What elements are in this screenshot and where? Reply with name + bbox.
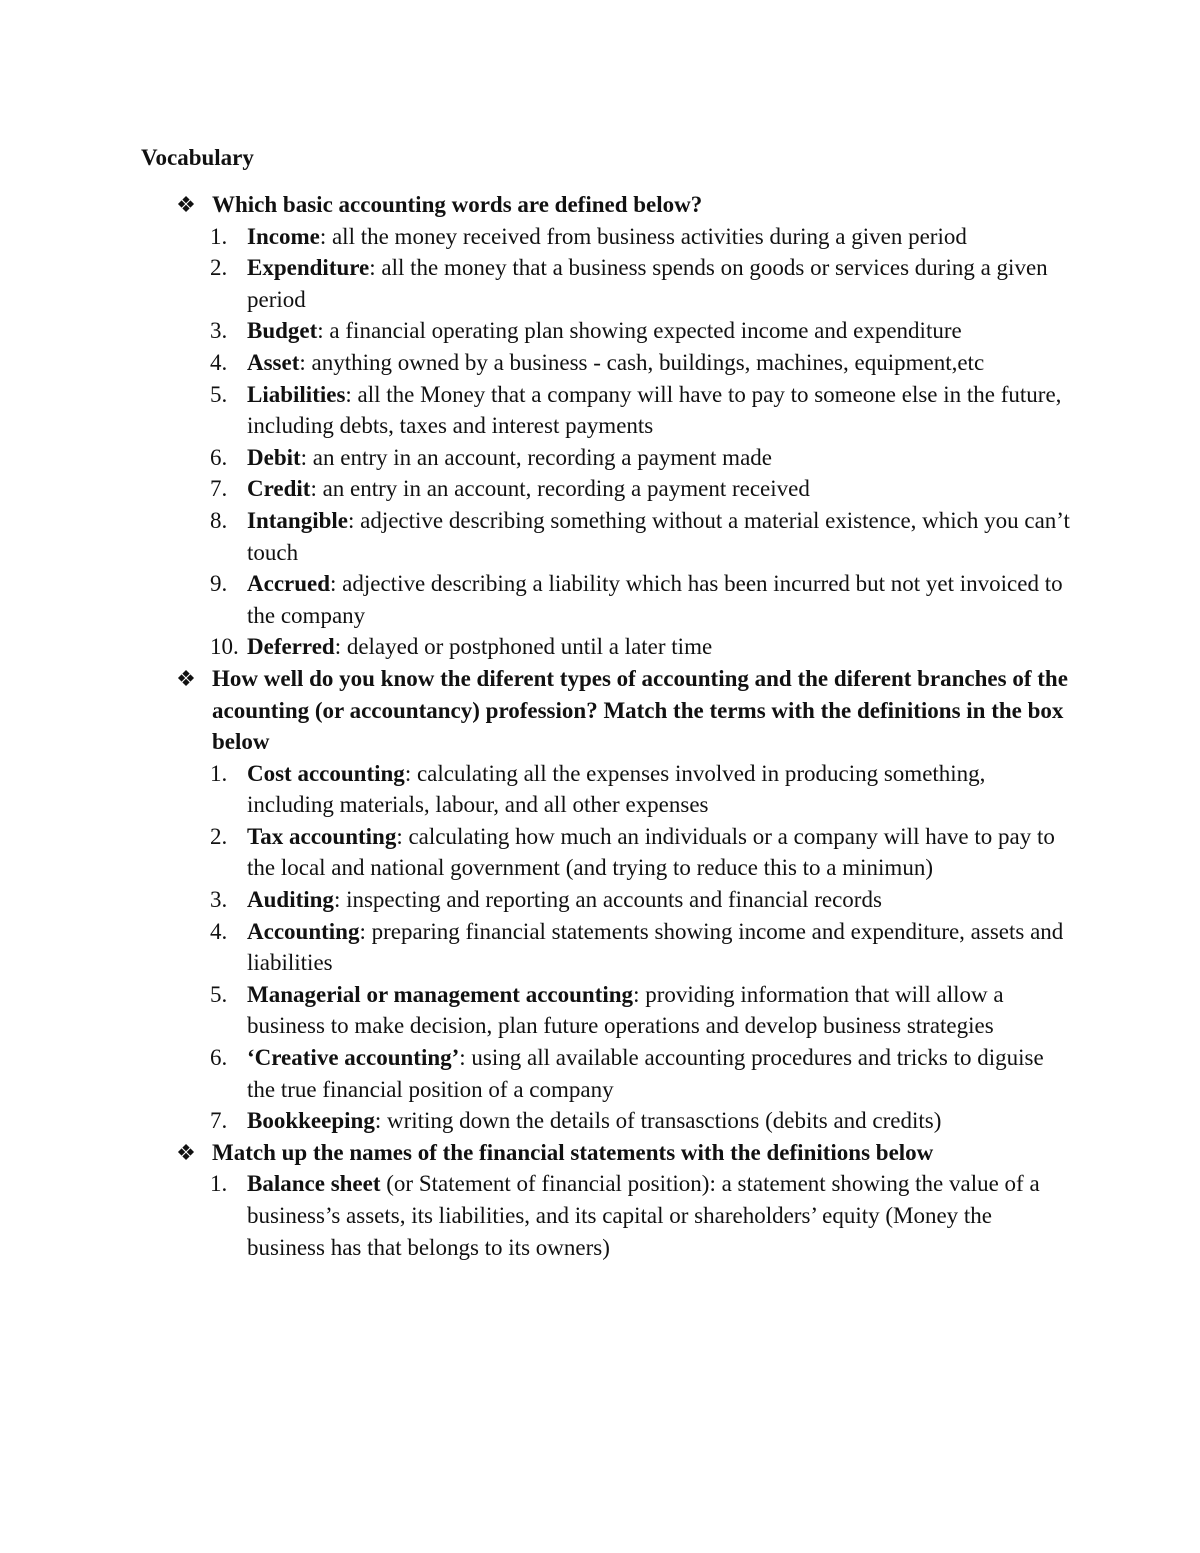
list-item (174, 347, 1074, 379)
list-item (174, 821, 1074, 884)
item-number: 2. (210, 823, 228, 849)
item-term: Budget (247, 318, 318, 344)
item-number: 5. (210, 381, 228, 407)
item-term: Debit (247, 444, 301, 470)
item-number: 1. (210, 760, 228, 786)
item-term: Accounting (247, 918, 360, 944)
item-definition: : writing down the details of transasctions (debits and credits) (374, 1108, 942, 1134)
list-item (174, 1042, 1074, 1105)
item-definition: : a financial operating plan showing expected income and expenditure (317, 318, 962, 344)
item-definition: : an entry in an account, recording a payment received (310, 476, 810, 502)
list-item (174, 979, 1074, 1042)
item-definition: : calculating how much an individuals or a company will have to pay to the local and national government (and trying to reduce this to a minimun) (247, 823, 1055, 881)
item-number: 9. (210, 571, 228, 597)
section-heading (174, 189, 1074, 221)
list-item (174, 568, 1074, 631)
item-number: 4. (210, 918, 228, 944)
item-number: 7. (210, 476, 228, 502)
item-definition: : preparing financial statements showing income and expenditure, assets and liabilities (247, 918, 1064, 976)
item-term: ‘Creative accounting’ (247, 1045, 460, 1071)
item-term: Accrued (247, 571, 331, 597)
item-definition: : providing information that will allow a business to make decision, plan future operations and develop business strategies (247, 981, 1004, 1039)
item-term: Tax accounting (247, 823, 397, 849)
item-definition: : adjective describing something without a material existence, which you can’t touch (247, 507, 1070, 565)
item-term: Asset (247, 349, 300, 375)
item-definition: : adjective describing a liability which has been incurred but not yet invoiced to the company (247, 571, 1063, 628)
list-item (174, 758, 1074, 821)
financial-statements-list (174, 1168, 1074, 1263)
diamond-bullet-icon: ❖ (176, 192, 196, 217)
list-item (174, 473, 1074, 505)
item-definition: : delayed or postphoned until a later time (334, 634, 713, 660)
document-title: Vocabulary (141, 145, 254, 170)
list-item (174, 916, 1074, 979)
item-term: Liabilities (247, 381, 346, 407)
list-item (174, 631, 1074, 663)
section-accounting-types (174, 663, 1074, 1137)
section-basic-words (174, 189, 1074, 663)
section-heading-text: Which basic accounting words are defined below? (212, 192, 703, 217)
item-term: Credit (247, 476, 311, 502)
item-definition: : calculating all the expenses involved in producing something, including materials, labour, and all other expenses (247, 760, 986, 818)
item-term: Cost accounting (247, 760, 405, 786)
diamond-bullet-icon: ❖ (176, 665, 196, 691)
vocabulary-list (174, 221, 1074, 663)
section-heading-text: How well do you know the diferent types of accounting and the diferent branches of the acounting (or accountancy) profession? Match the terms with the definitions in the box below (212, 665, 1068, 755)
item-number: 4. (210, 349, 228, 375)
item-term: Bookkeeping (247, 1108, 375, 1134)
item-definition: (or Statement of financial position): a statement showing the value of a business’s assets, its liabilities, and its capital or shareholders’ equity (Money the business has that belongs to its owners) (247, 1171, 1040, 1260)
item-number: 7. (210, 1108, 228, 1134)
list-item (174, 884, 1074, 916)
section-heading (174, 663, 1074, 758)
list-item (174, 379, 1074, 442)
list-item (174, 221, 1074, 253)
item-number: 3. (210, 318, 228, 344)
item-term: Deferred (247, 634, 335, 660)
section-heading-text: Match up the names of the financial statements with the definitions below (212, 1139, 934, 1165)
item-number: 5. (210, 981, 228, 1007)
list-item (174, 505, 1074, 568)
list-item (174, 442, 1074, 474)
item-definition: : anything owned by a business - cash, buildings, machines, equipment,etc (299, 349, 985, 375)
section-financial-statements (174, 1137, 1074, 1263)
item-definition: : using all available accounting procedures and tricks to diguise the true financial position of a company (247, 1045, 1044, 1102)
item-number: 6. (210, 444, 228, 470)
item-term: Auditing (247, 887, 334, 913)
section-heading (174, 1137, 1074, 1169)
item-term: Intangible (247, 507, 348, 533)
list-item (174, 1105, 1074, 1137)
item-definition: : an entry in an account, recording a payment made (300, 444, 772, 470)
list-item (174, 252, 1074, 315)
item-term: Income (247, 223, 320, 249)
list-item (174, 1168, 1074, 1263)
item-number: 1. (210, 223, 228, 249)
item-number: 2. (210, 255, 228, 281)
item-number: 10. (210, 634, 239, 660)
diamond-bullet-icon: ❖ (176, 1139, 196, 1165)
accounting-types-list (174, 758, 1074, 1137)
item-number: 3. (210, 887, 228, 913)
item-term: Managerial or management accounting (247, 981, 634, 1007)
item-number: 6. (210, 1045, 228, 1071)
item-definition: : all the money that a business spends on goods or services during a given period (247, 255, 1048, 312)
item-definition: : inspecting and reporting an accounts and financial records (333, 887, 882, 913)
list-item (174, 315, 1074, 347)
item-term: Expenditure (247, 255, 370, 281)
item-number: 8. (210, 507, 228, 533)
item-definition: : all the money received from business activities during a given period (319, 223, 967, 249)
document-body (174, 189, 1074, 1263)
item-definition: : all the Money that a company will have to pay to someone else in the future, including debts, taxes and interest payments (247, 381, 1062, 439)
item-term: Balance sheet (247, 1171, 381, 1197)
item-number: 1. (210, 1171, 228, 1197)
